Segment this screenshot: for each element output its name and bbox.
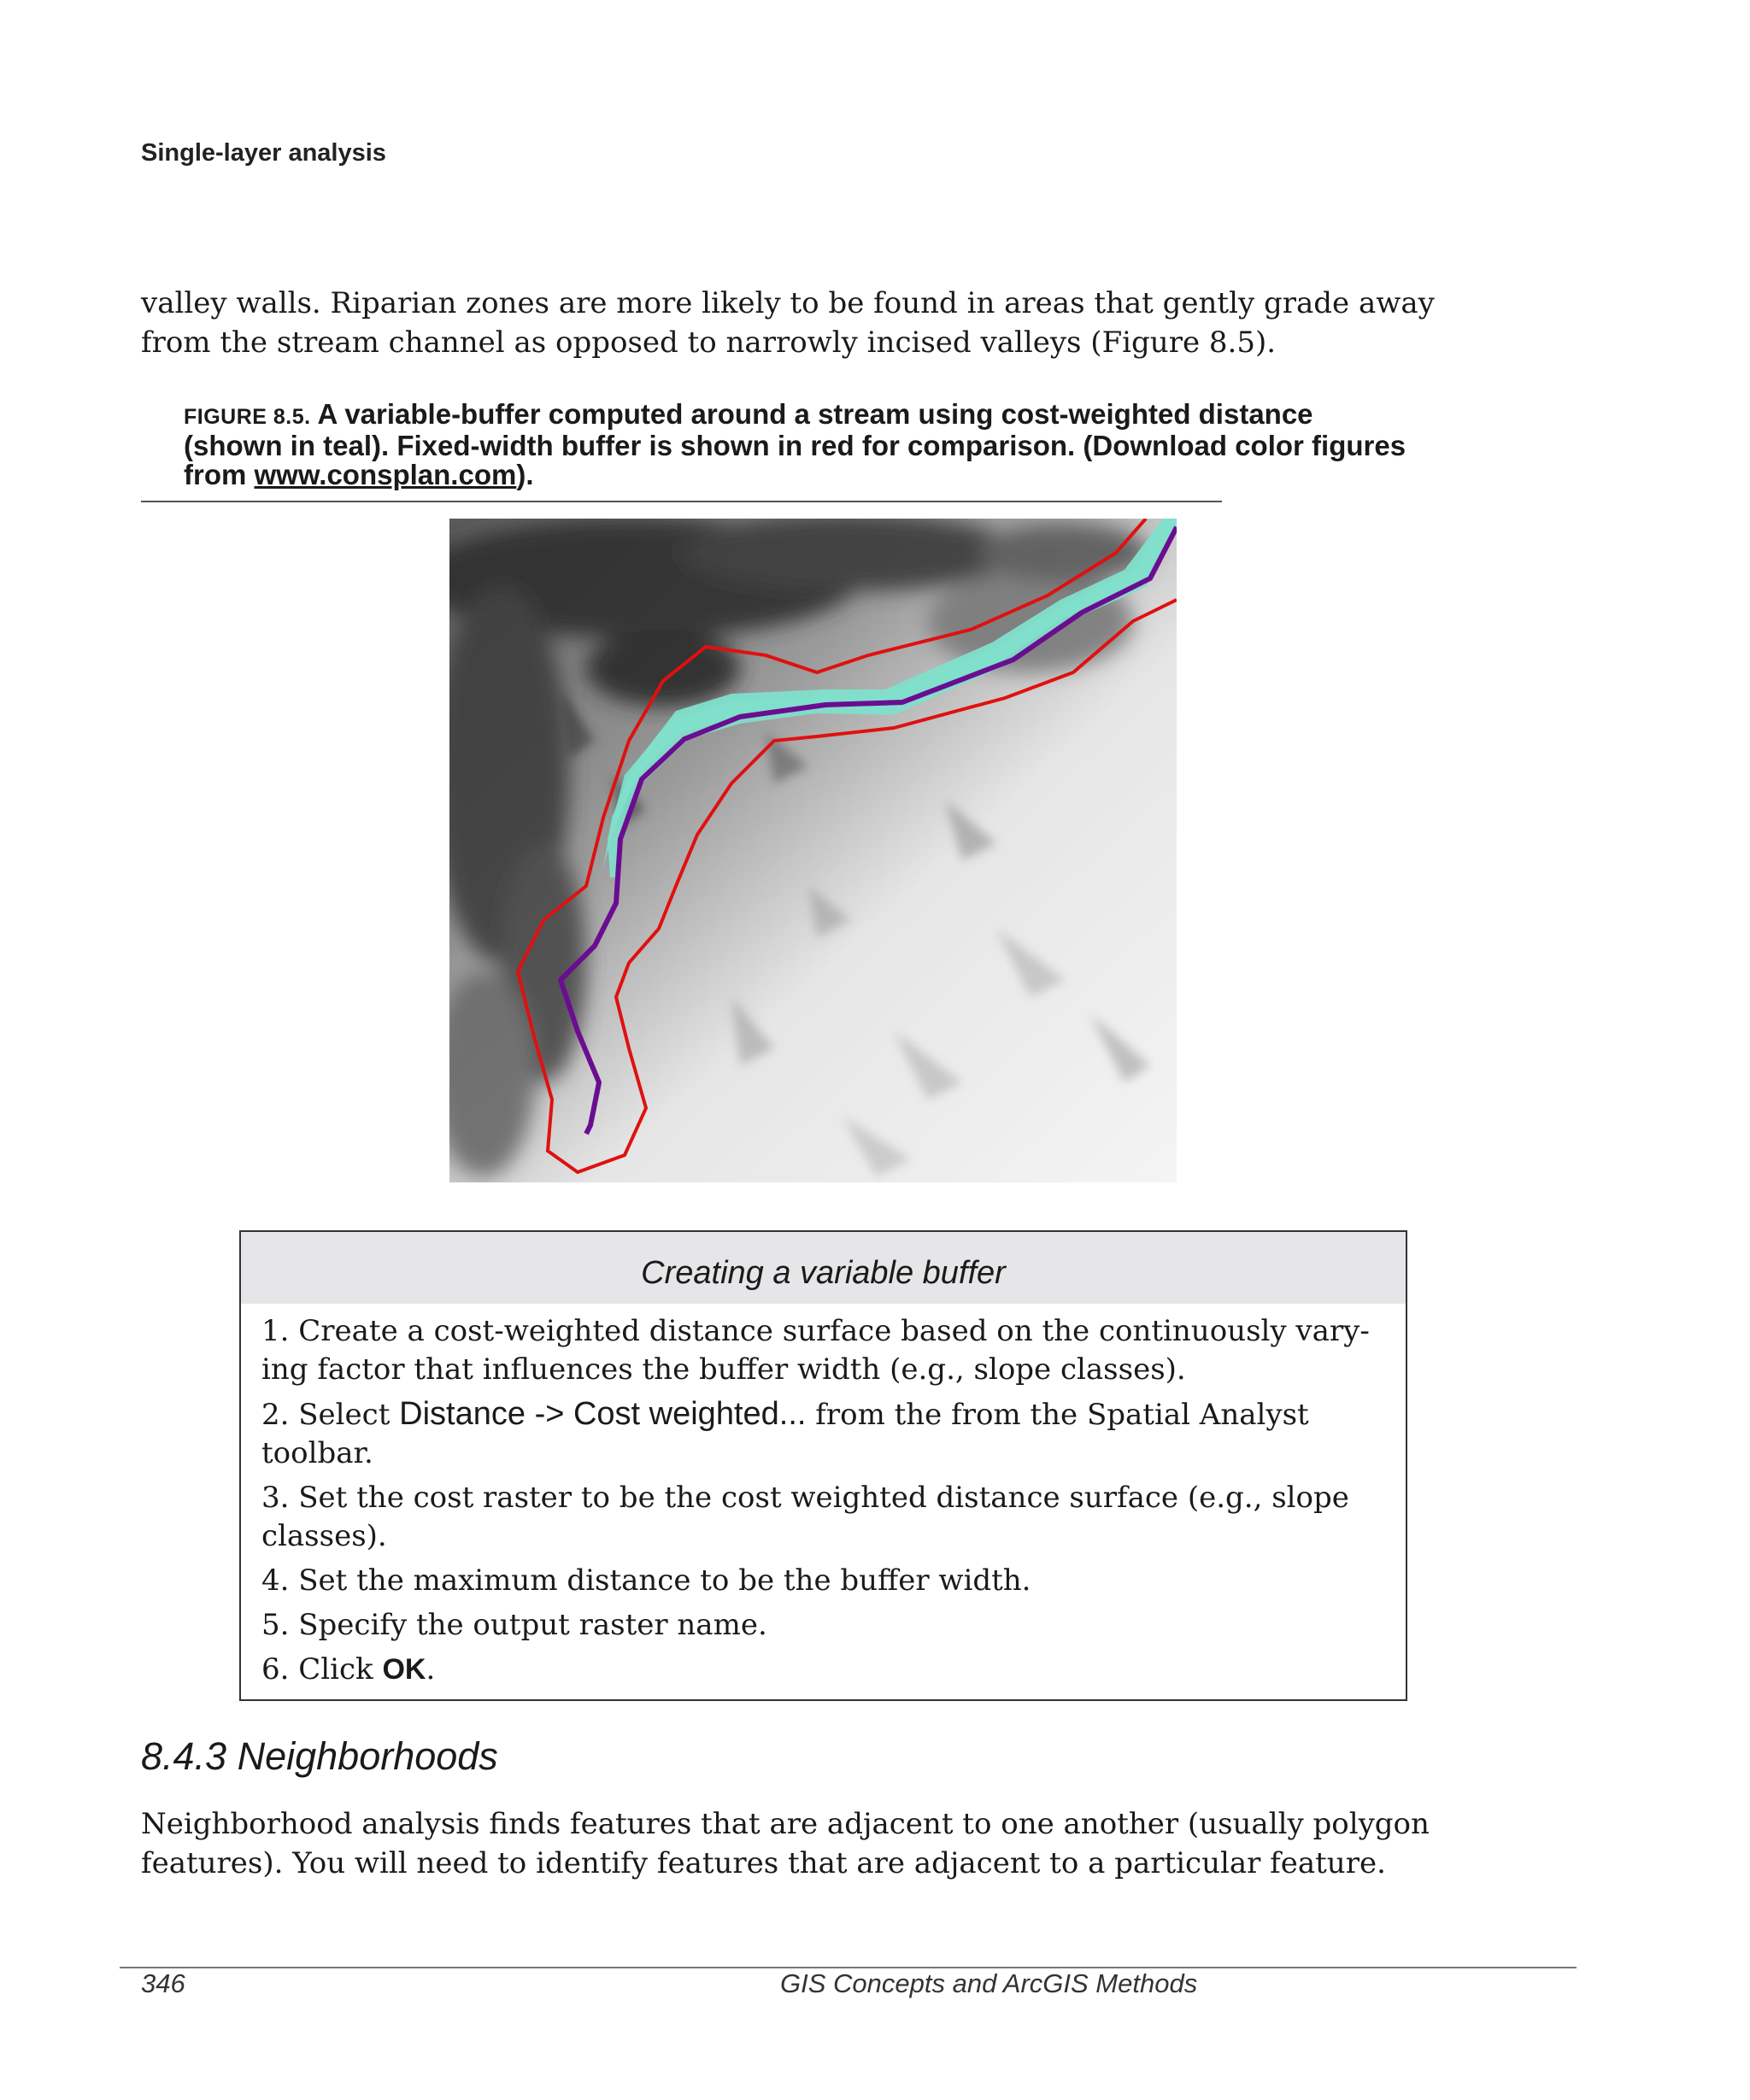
figure-label: FIGURE 8.5. xyxy=(184,405,311,429)
procedure-step-5: 5. Specify the output raster name. xyxy=(261,1608,767,1642)
page-number: 346 xyxy=(141,1968,185,1998)
caption-text: from xyxy=(184,459,255,490)
menu-command: Distance -> Cost weighted... xyxy=(399,1396,807,1432)
procedure-title: Creating a variable buffer xyxy=(241,1232,1406,1304)
procedure-step-1: 1. Create a cost-weighted distance surface based on the continuously vary- ing factor that influences the buffer width (e.g., slope classes). xyxy=(261,1314,1370,1387)
running-head: Single-layer analysis xyxy=(141,139,386,167)
ok-button-label: OK xyxy=(382,1653,426,1686)
caption-text: ). xyxy=(516,459,534,490)
body-paragraph-bottom xyxy=(141,1804,1491,1883)
caption-text: A variable-buffer computed around a stream using cost-weighted distance xyxy=(317,398,1313,430)
procedure-step-2: 2. Select Distance -> Cost weighted... from the from the Spatial Analyst toolbar. xyxy=(261,1396,1309,1470)
procedure-step-6: 6. Click OK. xyxy=(261,1652,436,1686)
paragraph-line: valley walls. Riparian zones are more likely to be found in areas that gently grade away xyxy=(141,286,1435,320)
body-paragraph-top xyxy=(141,284,1491,362)
figure-caption xyxy=(184,400,1465,490)
procedure-step-4: 4. Set the maximum distance to be the buffer width. xyxy=(261,1563,1031,1598)
paragraph-line: features). You will need to identify features that are adjacent to a particular feature. xyxy=(141,1846,1386,1880)
caption-text: (shown in teal). Fixed-width buffer is shown in red for comparison. (Download color figures xyxy=(184,430,1406,461)
procedure-box xyxy=(239,1230,1407,1701)
hillshade-buffer-map xyxy=(449,519,1177,1182)
consplan-link[interactable]: www.consplan.com xyxy=(254,459,517,490)
book-title: GIS Concepts and ArcGIS Methods xyxy=(780,1968,1198,1998)
paragraph-line: Neighborhood analysis finds features that are adjacent to one another (usually polygon xyxy=(141,1807,1430,1841)
section-heading: 8.4.3 Neighborhoods xyxy=(141,1734,498,1778)
caption-divider xyxy=(141,501,1222,502)
paragraph-line: from the stream channel as opposed to narrowly incised valleys (Figure 8.5). xyxy=(141,326,1277,360)
procedure-steps xyxy=(241,1304,1406,1689)
procedure-step-3: 3. Set the cost raster to be the cost weighted distance surface (e.g., slope classes). xyxy=(261,1481,1349,1553)
